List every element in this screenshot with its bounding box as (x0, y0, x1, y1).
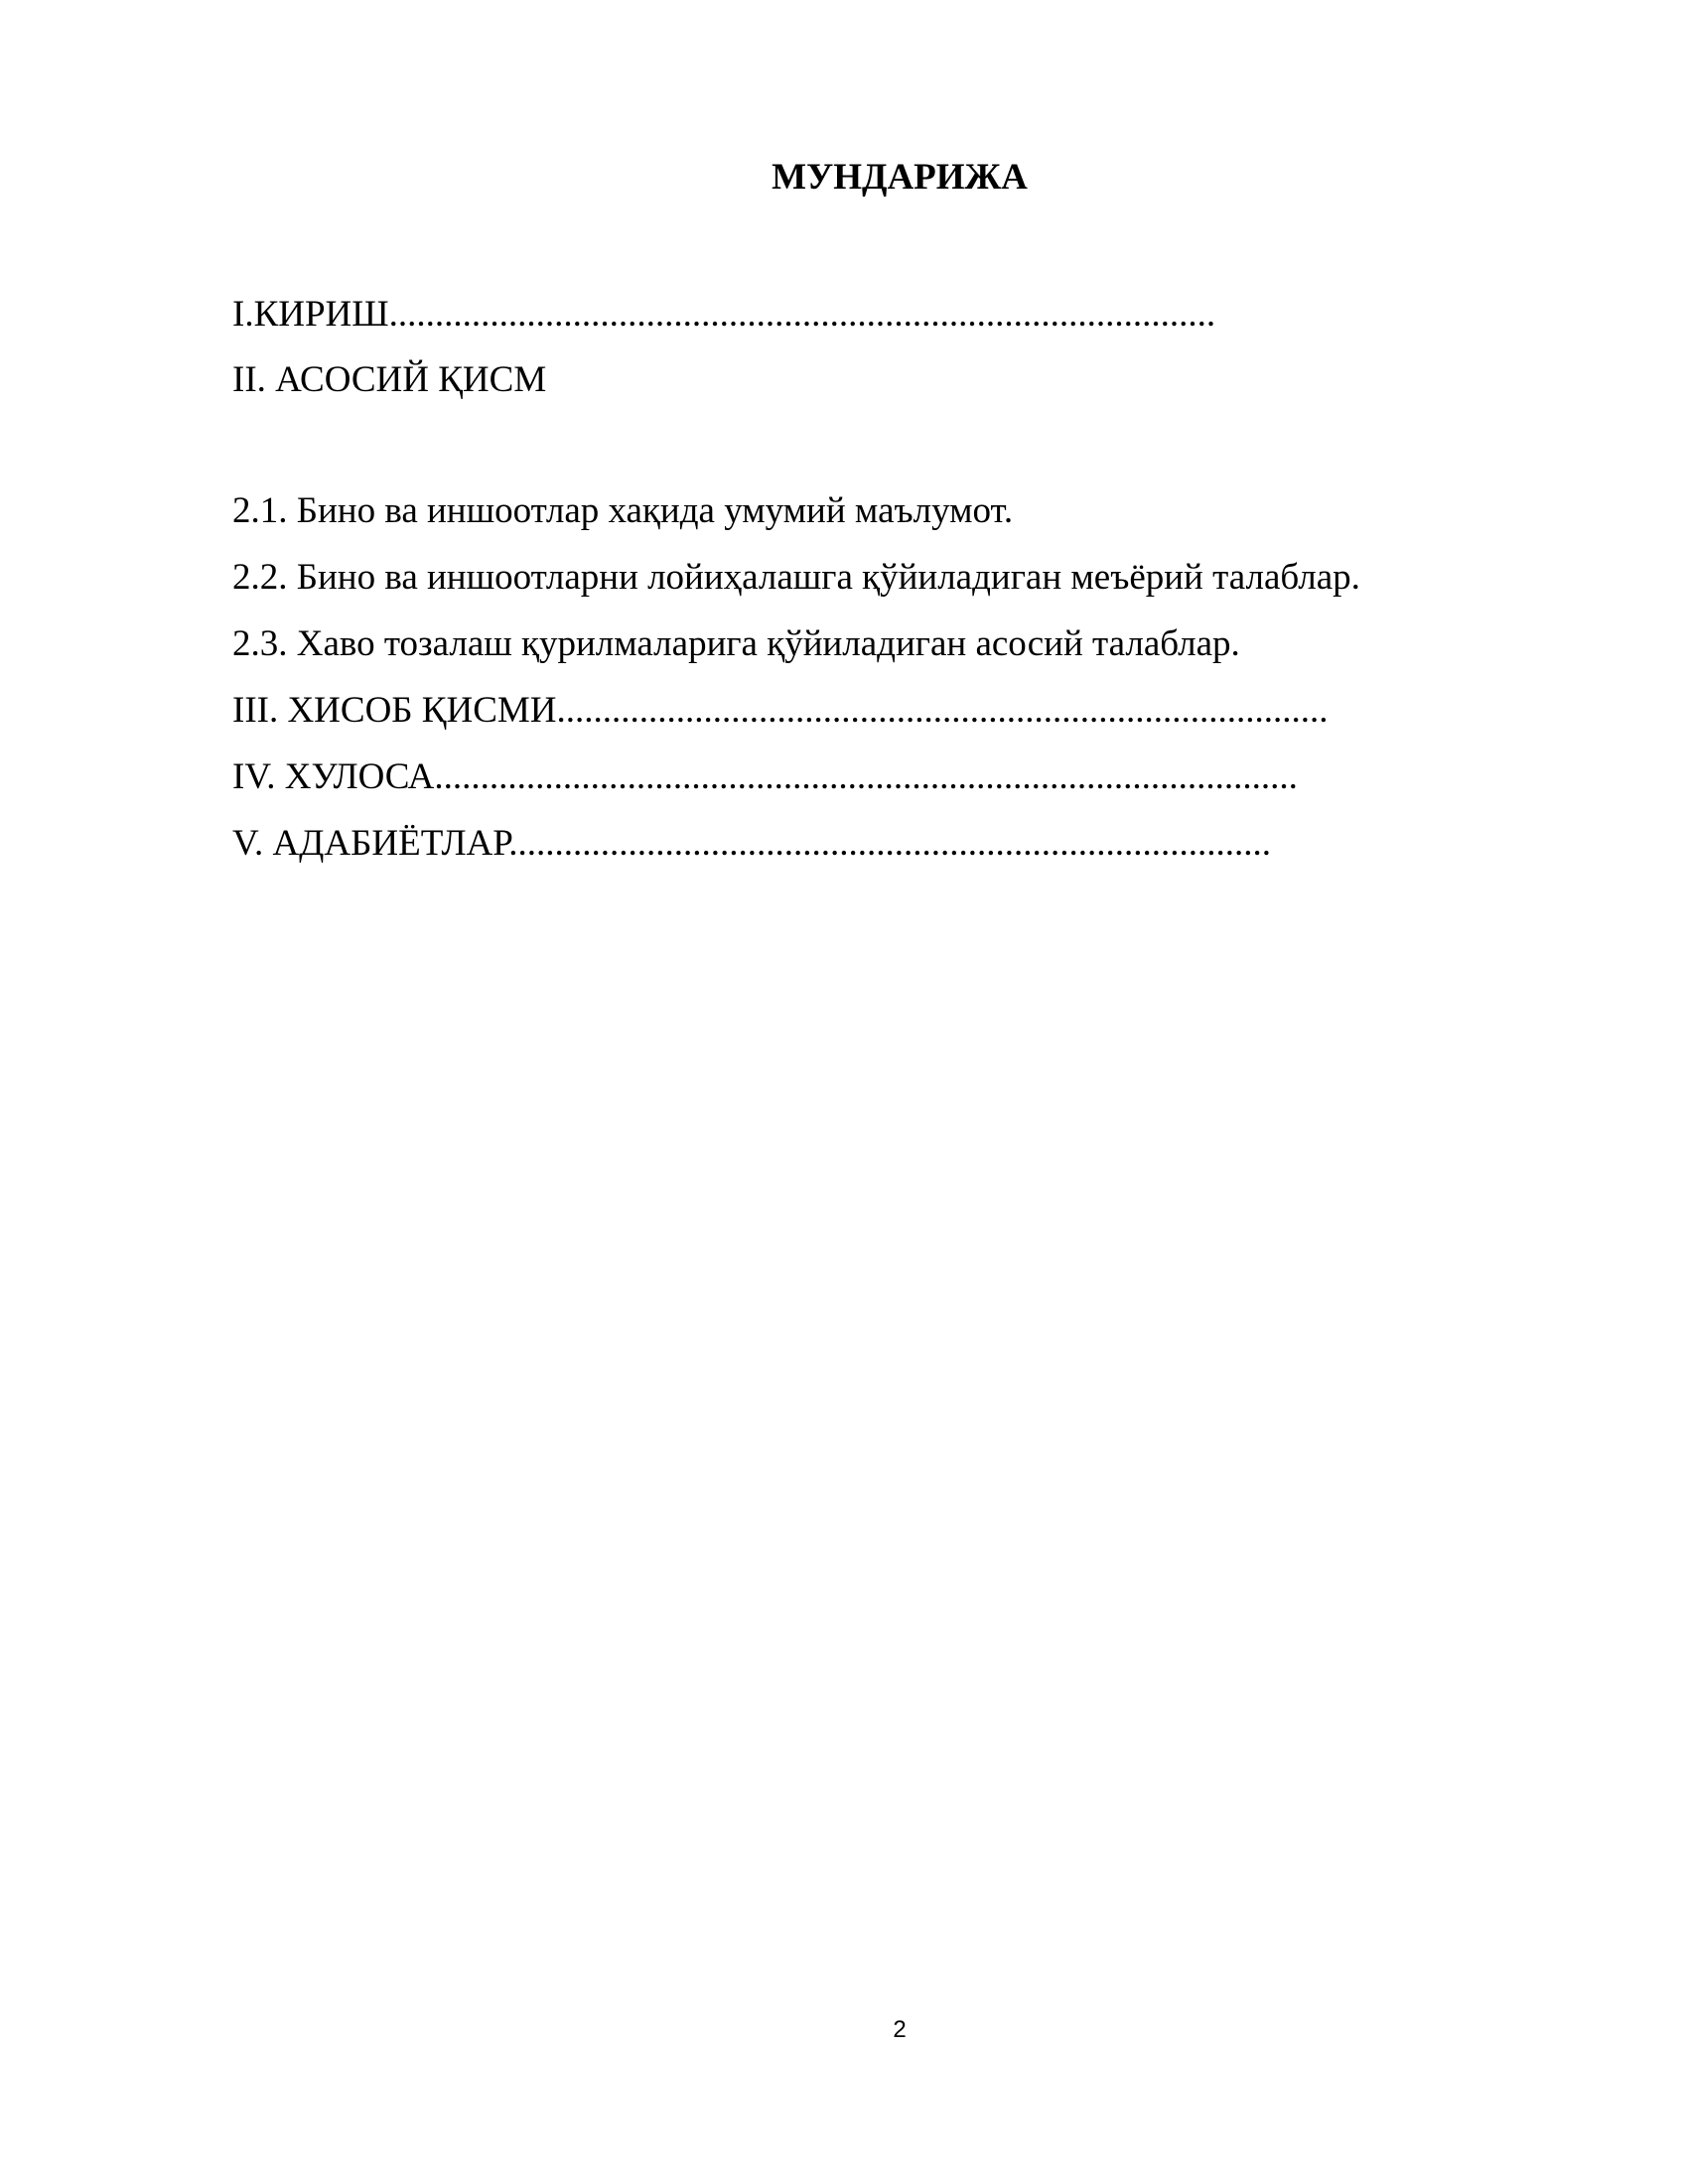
toc-entry-references: V. АДАБИЁТЛАР................................................................................... (232, 823, 1271, 864)
toc-entry-conclusion: IV. ХУЛОСА.............................................................................................. (232, 756, 1298, 797)
toc-entry-2-3: 2.3. Хаво тозалаш қурилмаларига қўйиладиган асосий талаблар. (232, 623, 1240, 664)
page-title: МУНДАРИЖА (772, 157, 1028, 198)
toc-entry-2-2: 2.2. Бино ва иншоотларни лойиҳалашга қўйиладиган меъёрий талаблар. (232, 557, 1360, 598)
page-number: 2 (893, 2016, 907, 2043)
toc-entry-calculation-part: III. ХИСОБ ҚИСМИ.................................................................................... (232, 690, 1329, 731)
toc-entry-2-1: 2.1. Бино ва иншоотлар хақида умумий маълумот. (232, 490, 1014, 531)
toc-entry-introduction: I.КИРИШ.......................................................................................... (232, 294, 1216, 335)
toc-entry-main-part: II. АСОСИЙ ҚИСМ (232, 359, 547, 400)
